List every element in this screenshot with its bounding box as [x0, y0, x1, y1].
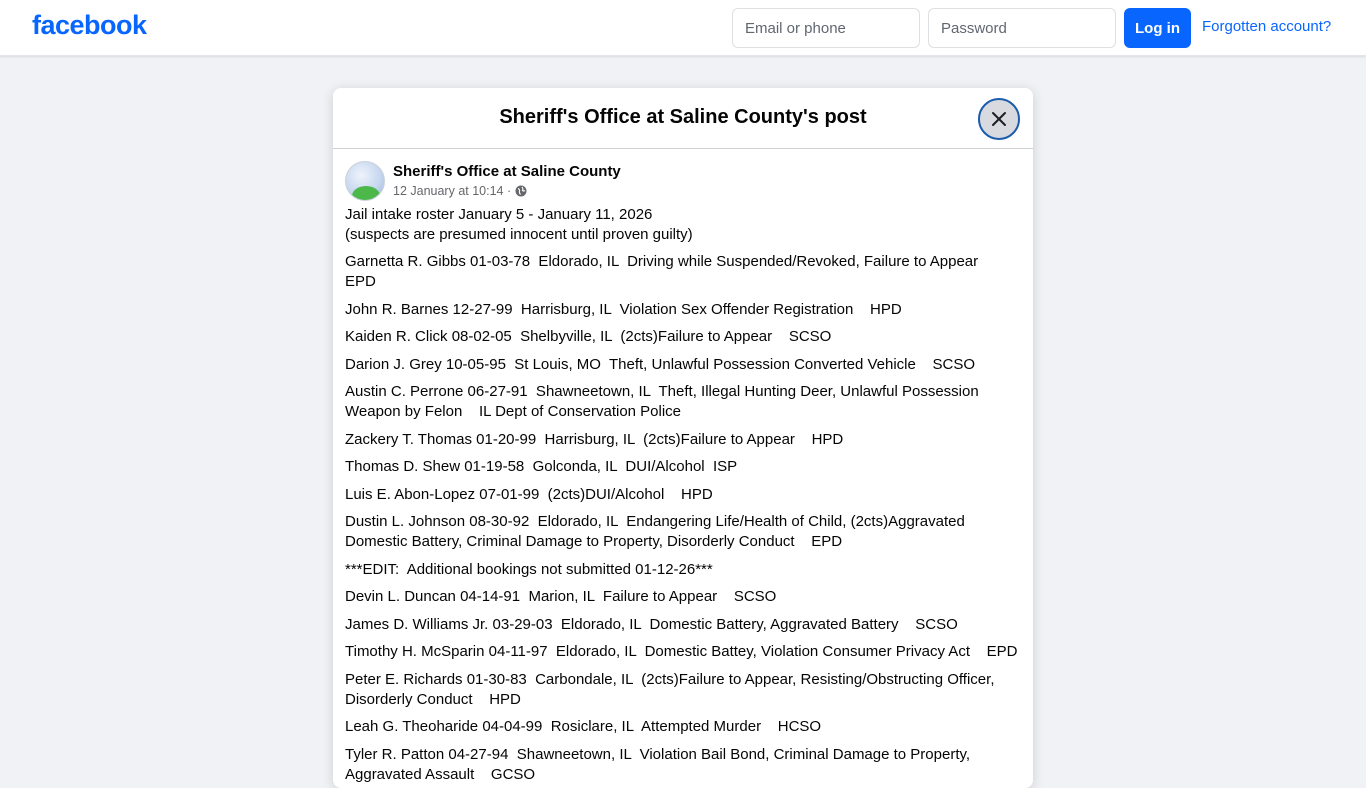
post-timestamp[interactable]: 12 January at 10:14 · — [393, 184, 512, 198]
close-button[interactable] — [978, 98, 1020, 140]
roster-entry: Zackery T. Thomas 01-20-99 Harrisburg, IL (2cts)Failure to Appear HPD — [345, 430, 844, 448]
password-field[interactable] — [928, 8, 1116, 48]
avatar[interactable] — [345, 161, 385, 201]
post-meta — [393, 184, 527, 198]
post-intro — [345, 205, 1021, 245]
roster-entry: Tyler R. Patton 04-27-94 Shawneetown, IL Violation Bail Bond, Criminal Damage to Property, Aggravated Assault GCSO — [345, 745, 974, 783]
roster-entry: Luis E. Abon-Lopez 07-01-99 (2cts)DUI/Alcohol HPD — [345, 485, 713, 503]
avatar-image — [352, 186, 380, 201]
roster-entry: Darion J. Grey 10-05-95 St Louis, MO Theft, Unlawful Possession Converted Vehicle SCSO — [345, 355, 976, 373]
post-header — [333, 149, 1033, 205]
login-button[interactable]: Log in — [1124, 8, 1191, 48]
facebook-logo[interactable]: facebook — [32, 10, 147, 40]
roster-entry: John R. Barnes 12-27-99 Harrisburg, IL Violation Sex Offender Registration HPD — [345, 300, 902, 318]
roster-entry: Kaiden R. Click 08-02-05 Shelbyville, IL (2cts)Failure to Appear SCSO — [345, 328, 832, 345]
modal-title: Sheriff's Office at Saline County's post — [499, 106, 867, 128]
email-field[interactable] — [732, 8, 920, 48]
roster-entry: Thomas D. Shew 01-19-58 Golconda, IL DUI/Alcohol ISP — [345, 458, 738, 475]
roster-entry: Peter E. Richards 01-30-83 Carbondale, IL (2cts)Failure to Appear, Resisting/Obstructing Officer, Disorderly Conduct HPD — [345, 670, 999, 708]
roster-entry: Austin C. Perrone 06-27-91 Shawneetown, IL Theft, Illegal Hunting Deer, Unlawful Possession Weapon by Felon IL Dept of Conservation Police — [345, 383, 983, 420]
modal-header — [333, 88, 1033, 149]
edit-note: ***EDIT: Additional bookings not submitted 01-12-26*** — [345, 560, 713, 578]
roster-entry: Garnetta R. Gibbs 01-03-78 Eldorado, IL Driving while Suspended/Revoked, Failure to Appear EPD — [345, 253, 995, 290]
intro-disclaimer: (suspects are presumed innocent until proven guilty) — [345, 226, 693, 243]
author-name[interactable]: Sheriff's Office at Saline County — [393, 163, 621, 180]
forgotten-account-link[interactable]: Forgotten account? — [1202, 18, 1332, 35]
top-bar — [0, 0, 1366, 56]
roster-entry: Leah G. Theoharide 04-04-99 Rosiclare, IL Attempted Murder HCSO — [345, 718, 822, 735]
post-body — [333, 205, 1033, 785]
roster-entry: Timothy H. McSparin 04-11-97 Eldorado, IL Domestic Battey, Violation Consumer Privacy Act EPD — [345, 643, 1018, 660]
intro-title: Jail intake roster January 5 - January 11, 2026 — [345, 206, 653, 223]
roster-entry: Dustin L. Johnson 08-30-92 Eldorado, IL Endangering Life/Health of Child, (2cts)Aggravated Domestic Battery, Criminal Damage to Property, Disorderly Conduct EPD — [345, 513, 969, 550]
roster-entry: Devin L. Duncan 04-14-91 Marion, IL Failure to Appear SCSO — [345, 588, 777, 605]
globe-icon — [515, 185, 527, 197]
close-icon — [990, 110, 1008, 128]
post-modal — [333, 88, 1033, 788]
roster-entry: James D. Williams Jr. 03-29-03 Eldorado, IL Domestic Battery, Aggravated Battery SCSO — [345, 615, 958, 633]
